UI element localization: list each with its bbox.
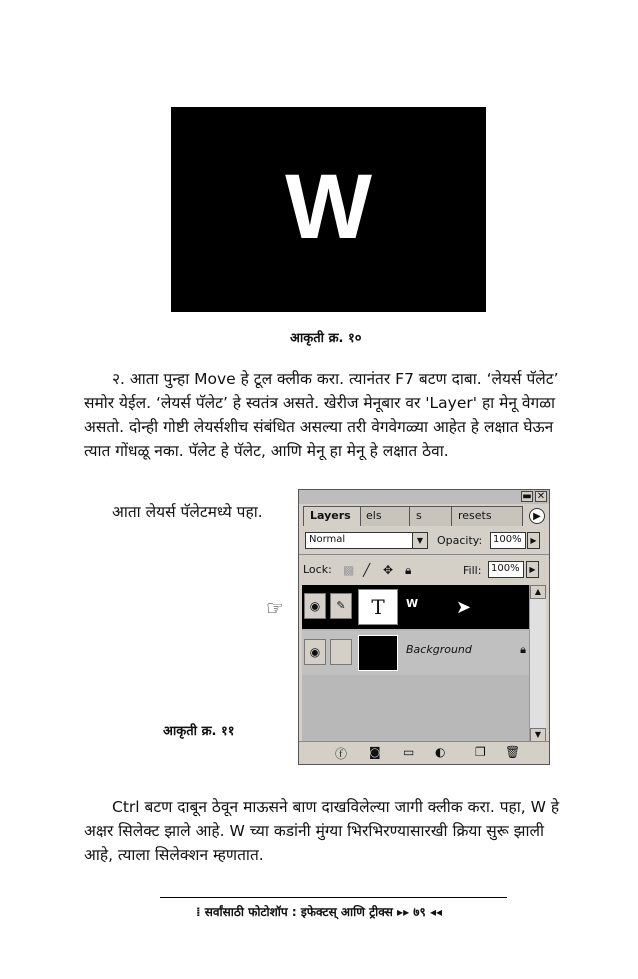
palette-menu-icon[interactable]: ▶ — [529, 508, 545, 524]
new-layer-icon[interactable]: ❐ — [475, 745, 486, 759]
adjustment-layer-icon[interactable]: ◐ — [435, 745, 446, 759]
paragraph-2 — [84, 795, 572, 867]
layers-list — [302, 585, 530, 742]
tab-presets[interactable]: resets — [451, 506, 523, 526]
figure-10-caption: आकृती क्र. १० — [290, 331, 362, 346]
opacity-label: Opacity: — [437, 534, 483, 547]
opacity-arrow-icon[interactable]: ▶ — [527, 532, 540, 549]
layer-row-w[interactable] — [302, 585, 530, 629]
layer-thumbnail — [358, 589, 398, 625]
pointing-hand-icon: ☞ — [266, 596, 284, 620]
lock-move-icon[interactable]: ✥ — [383, 563, 394, 577]
scroll-up-icon[interactable]: ▲ — [530, 585, 546, 599]
figure-10-letter: W — [285, 156, 372, 258]
layer-name: Background — [406, 643, 472, 656]
palette-titlebar — [299, 490, 549, 504]
fill-label: Fill: — [463, 564, 482, 577]
scroll-down-icon[interactable]: ▼ — [530, 728, 546, 742]
layer-row-background[interactable] — [302, 631, 530, 675]
paragraph-1 — [84, 367, 572, 463]
footer-rule — [160, 897, 507, 898]
opacity-field[interactable]: 100% — [490, 532, 526, 549]
paragraph-1-text: २. आता पुन्हा Move हे टूल क्लीक करा. त्यानंतर F7 बटण दाबा. ‘लेयर्स पॅलेट’ समोर येईल. ‘लेयर्स पॅलेट’ हे स्वतंत्र असते. खेरीज मेनूबार वर 'Layer' हा मेनू वेगळा असतो. दोन्ही गोष्टी लेयर्सशीच संबंधित असल्या तरी वेगवेगळ्या आहेत हे लक्षात घेऊन त्यात गोंधळू नका. पॅलेट हे पॅलेट, आणि मेनू हा मेनू हे लक्षात ठेवा. — [84, 370, 559, 460]
page-number: ७९ — [413, 905, 426, 919]
cursor-arrow-icon: ➤ — [456, 597, 472, 618]
lock-brush-icon[interactable]: ╱ — [363, 563, 371, 577]
layer-name: W — [406, 597, 419, 610]
fill-field[interactable]: 100% — [488, 561, 524, 578]
tab-channels[interactable]: els — [359, 506, 411, 526]
lock-all-icon[interactable]: 🔒︎ — [405, 563, 412, 577]
tab-layers[interactable]: Layers — [303, 506, 361, 526]
layers-scrollbar[interactable] — [529, 585, 546, 742]
figure-11-caption: आकृती क्र. ११ — [163, 724, 235, 739]
blend-mode-select[interactable] — [305, 532, 428, 549]
link-slot[interactable] — [330, 639, 352, 665]
tab-paths[interactable]: s — [409, 506, 453, 526]
close-icon[interactable]: ✕ — [536, 491, 546, 502]
layers-palette — [298, 489, 550, 765]
layer-thumbnail — [358, 635, 398, 671]
divider — [299, 554, 549, 555]
palette-tabs — [303, 506, 545, 526]
eye-icon[interactable]: ◉ — [304, 639, 326, 665]
palette-intro-text: आता लेयर्स पॅलेटमध्ये पहा. — [112, 503, 263, 521]
eye-icon[interactable]: ◉ — [304, 593, 326, 619]
blend-mode-value: Normal — [309, 534, 346, 545]
text-layer-icon: T — [371, 595, 385, 619]
trash-icon[interactable]: 🗑︎ — [505, 745, 521, 759]
page-footer — [0, 903, 638, 920]
footer-title: सर्वांसाठी फोटोशॉप : इफेक्टस् आणि ट्रीक्स — [204, 905, 393, 919]
chevron-down-icon: ▼ — [412, 533, 427, 548]
footer-open-icon: ⁞ — [196, 905, 205, 919]
blend-row — [303, 532, 545, 552]
lock-icon: 🔒︎ — [520, 643, 526, 656]
paragraph-2-text: Ctrl बटण दाबून ठेवून माऊसने बाण दाखविलेल्या जागी क्लीक करा. पहा, W हे अक्षर सिलेक्ट झाले आहे. W च्या कडांनी मुंग्या भिरभिरण्यासारखी क्रिया सुरू झाली आहे, त्याला सिलेक्शन म्हणतात. — [84, 798, 560, 864]
lock-transparency-icon[interactable]: ▩ — [343, 563, 355, 577]
palette-bottom-bar — [299, 741, 549, 764]
footer-right-arrows-icon: ▸▸ — [397, 905, 414, 919]
footer-left-arrows-icon: ◂◂ — [429, 905, 442, 919]
folder-icon[interactable]: ▭ — [403, 745, 415, 759]
layer-style-icon[interactable]: ⓕ — [335, 747, 348, 761]
minimize-icon[interactable]: ▬ — [522, 491, 532, 502]
brush-icon[interactable]: ✎ — [330, 593, 352, 619]
mask-icon[interactable]: ◙ — [369, 745, 381, 759]
fill-arrow-icon[interactable]: ▶ — [526, 561, 539, 578]
lock-label: Lock: — [303, 563, 332, 576]
figure-10-image — [171, 107, 486, 312]
